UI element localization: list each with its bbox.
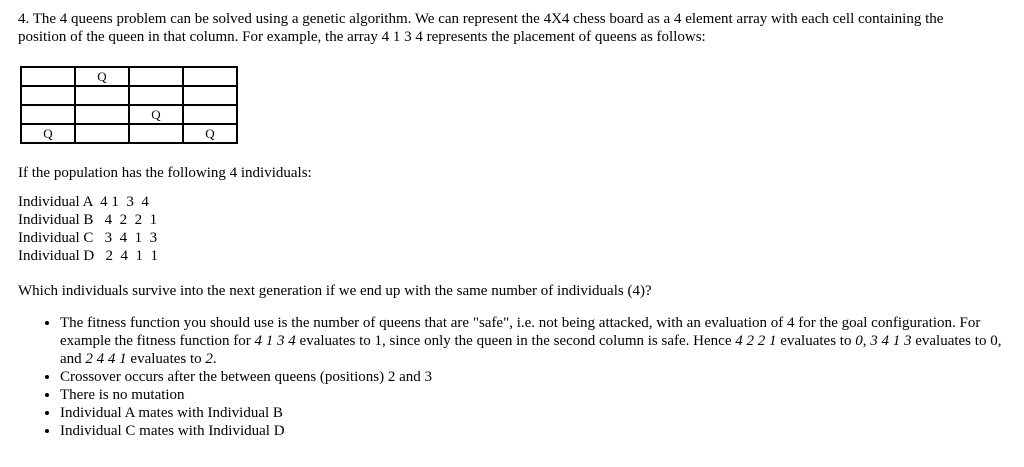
fitness-example-2: 4 2 2 1 <box>735 333 777 349</box>
rules-list <box>18 314 1018 440</box>
individuals-list <box>18 193 1018 265</box>
fitness-example-1: 4 1 3 4 <box>254 333 296 349</box>
board-cell: Q <box>75 67 129 86</box>
board-cell <box>21 86 75 105</box>
fitness-text-1: The fitness function you should use is the number of queens that are "safe", i.e. not being attacked, with an evaluation of 4 for the goal configuration. For example the fitness function for <box>60 315 981 349</box>
board-cell: Q <box>21 124 75 143</box>
survival-question: Which individuals survive into the next generation if we end up with the same number of individuals (4)? <box>18 283 652 299</box>
individual-a: Individual A 4 1 3 4 <box>18 194 149 210</box>
board-cell <box>129 86 183 105</box>
board-row <box>21 86 237 105</box>
fitness-example-4: 2 4 4 1 <box>85 351 127 367</box>
fitness-text-4: , <box>862 333 871 349</box>
rule-mate-ab: • Individual A mates with Individual B <box>60 404 1018 422</box>
rule-fitness <box>60 314 1018 368</box>
rule-crossover: • Crossover occurs after the between queens (positions) 2 and 3 <box>60 368 1018 386</box>
individual-c: Individual C 3 4 1 3 <box>18 230 158 246</box>
board-cell: Q <box>183 124 237 143</box>
fitness-value-4: 2 <box>205 351 213 367</box>
fitness-text-6: evaluates to <box>126 351 206 367</box>
fitness-text-7: . <box>212 351 217 367</box>
board-cell <box>21 67 75 86</box>
individual-d: Individual D 2 4 1 1 <box>18 248 158 264</box>
fitness-text-3: evaluates to <box>776 333 856 349</box>
fitness-value-2: 0 <box>855 333 863 349</box>
board-cell <box>75 86 129 105</box>
intro-line-2: position of the queen in that column. For example, the array 4 1 3 4 represents the placement of queens as follows: <box>18 29 706 45</box>
board-row <box>21 105 237 124</box>
board-cell <box>75 124 129 143</box>
board-cell <box>183 67 237 86</box>
rule-mutation: • There is no mutation <box>60 386 1018 404</box>
board-cell: Q <box>129 105 183 124</box>
board-row <box>21 124 237 143</box>
board-cell <box>129 67 183 86</box>
fitness-example-3: 3 4 1 3 <box>870 333 912 349</box>
individual-b: Individual B 4 2 2 1 <box>18 212 158 228</box>
board-cell <box>183 105 237 124</box>
intro-line-1: 4. The 4 queens problem can be solved using a genetic algorithm. We can represent the 4X4 chess board as a 4 element array with each cell containing the <box>18 11 944 27</box>
board-cell <box>75 105 129 124</box>
question-page <box>18 10 1018 440</box>
chess-board <box>20 66 238 144</box>
board-cell <box>183 86 237 105</box>
population-question: If the population has the following 4 individuals: <box>18 165 312 181</box>
board-row <box>21 67 237 86</box>
board-cell <box>129 124 183 143</box>
fitness-text-2: evaluates to 1, since only the queen in the second column is safe. Hence <box>295 333 736 349</box>
board-cell <box>21 105 75 124</box>
fitness-text-5: evaluates to 0, and <box>60 333 1002 367</box>
rule-mate-cd: • Individual C mates with Individual D <box>60 422 1018 440</box>
intro-text <box>18 10 1018 46</box>
